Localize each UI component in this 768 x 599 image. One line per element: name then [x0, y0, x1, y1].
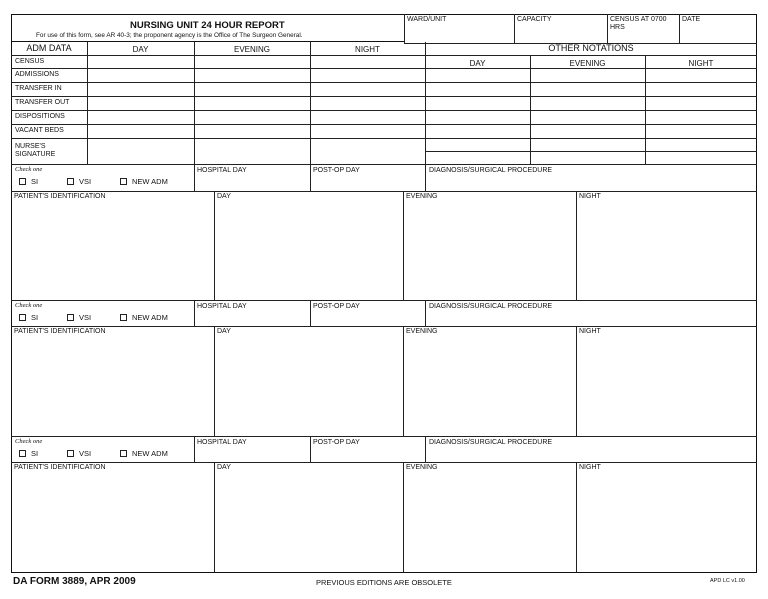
si-label: SI [31, 177, 39, 186]
row-nurse-signature: NURSE'S SIGNATURE [15, 143, 56, 158]
post-op-day-field[interactable]: POST-OP DAY [313, 439, 360, 446]
row-vacant-beds: VACANT BEDS [15, 127, 64, 134]
date-field[interactable]: DATE [682, 16, 701, 23]
new-adm-checkbox[interactable] [120, 178, 127, 185]
check-one-label: Check one [15, 166, 43, 173]
row-transfer-out: TRANSFER OUT [15, 99, 70, 106]
post-op-day-field[interactable]: POST-OP DAY [313, 303, 360, 310]
si-label: SI [31, 449, 39, 458]
row-admissions: ADMISSIONS [15, 71, 59, 78]
census-0700-field[interactable]: CENSUS AT 0700 HRS [610, 16, 667, 31]
new-adm-label: NEW ADM [132, 449, 168, 458]
adm-data-header: ADM DATA [26, 43, 72, 53]
form-id: DA FORM 3889, APR 2009 [13, 576, 136, 587]
si-checkbox[interactable] [19, 178, 26, 185]
editions-notice: PREVIOUS EDITIONS ARE OBSOLETE [316, 578, 452, 587]
notes-evening-header: EVENING [569, 59, 606, 68]
patient-id-field[interactable]: PATIENT'S IDENTIFICATION [14, 464, 106, 471]
form-subtitle: For use of this form, see AR 40-3; the proponent agency is the Office of The Surgeon General. [36, 32, 303, 39]
day-notes-field[interactable]: DAY [217, 464, 231, 471]
evening-notes-field[interactable]: EVENING [406, 328, 438, 335]
check-one-label: Check one [15, 438, 43, 445]
diagnosis-field[interactable]: DIAGNOSIS/SURGICAL PROCEDURE [429, 303, 553, 310]
new-adm-checkbox[interactable] [120, 314, 127, 321]
ward-unit-field[interactable]: WARD/UNIT [407, 16, 447, 23]
vsi-checkbox[interactable] [67, 450, 74, 457]
night-notes-field[interactable]: NIGHT [579, 464, 601, 471]
other-notations-title: OTHER NOTATIONS [548, 43, 634, 53]
vsi-checkbox[interactable] [67, 314, 74, 321]
diagnosis-field[interactable]: DIAGNOSIS/SURGICAL PROCEDURE [429, 167, 553, 174]
row-census: CENSUS [15, 58, 45, 65]
day-notes-field[interactable]: DAY [217, 193, 231, 200]
si-label: SI [31, 313, 39, 322]
vsi-label: VSI [79, 177, 92, 186]
vsi-checkbox[interactable] [67, 178, 74, 185]
hospital-day-field[interactable]: HOSPITAL DAY [197, 439, 247, 446]
day-notes-field[interactable]: DAY [217, 328, 231, 335]
new-adm-checkbox[interactable] [120, 450, 127, 457]
patient-id-field[interactable]: PATIENT'S IDENTIFICATION [14, 193, 106, 200]
patient-id-field[interactable]: PATIENT'S IDENTIFICATION [14, 328, 106, 335]
adm-evening-header: EVENING [233, 45, 270, 54]
diagnosis-field[interactable]: DIAGNOSIS/SURGICAL PROCEDURE [429, 439, 553, 446]
hospital-day-field[interactable]: HOSPITAL DAY [197, 303, 247, 310]
notes-day-header: DAY [469, 59, 486, 68]
night-notes-field[interactable]: NIGHT [579, 328, 601, 335]
vsi-label: VSI [79, 449, 92, 458]
row-dispositions: DISPOSITIONS [15, 113, 65, 120]
form-title: NURSING UNIT 24 HOUR REPORT [130, 20, 285, 31]
si-checkbox[interactable] [19, 314, 26, 321]
night-notes-field[interactable]: NIGHT [579, 193, 601, 200]
si-checkbox[interactable] [19, 450, 26, 457]
row-transfer-in: TRANSFER IN [15, 85, 62, 92]
evening-notes-field[interactable]: EVENING [406, 464, 438, 471]
post-op-day-field[interactable]: POST-OP DAY [313, 167, 360, 174]
check-one-label: Check one [15, 302, 43, 309]
notes-night-header: NIGHT [688, 59, 714, 68]
capacity-field[interactable]: CAPACITY [517, 16, 552, 23]
new-adm-label: NEW ADM [132, 313, 168, 322]
hospital-day-field[interactable]: HOSPITAL DAY [197, 167, 247, 174]
adm-night-header: NIGHT [355, 45, 380, 54]
header-divider [404, 14, 405, 43]
new-adm-label: NEW ADM [132, 177, 168, 186]
version-label: APD LC v1.00 [710, 578, 745, 584]
vsi-label: VSI [79, 313, 92, 322]
adm-day-header: DAY [132, 45, 149, 54]
header-bottom-rule [11, 41, 404, 42]
evening-notes-field[interactable]: EVENING [406, 193, 438, 200]
